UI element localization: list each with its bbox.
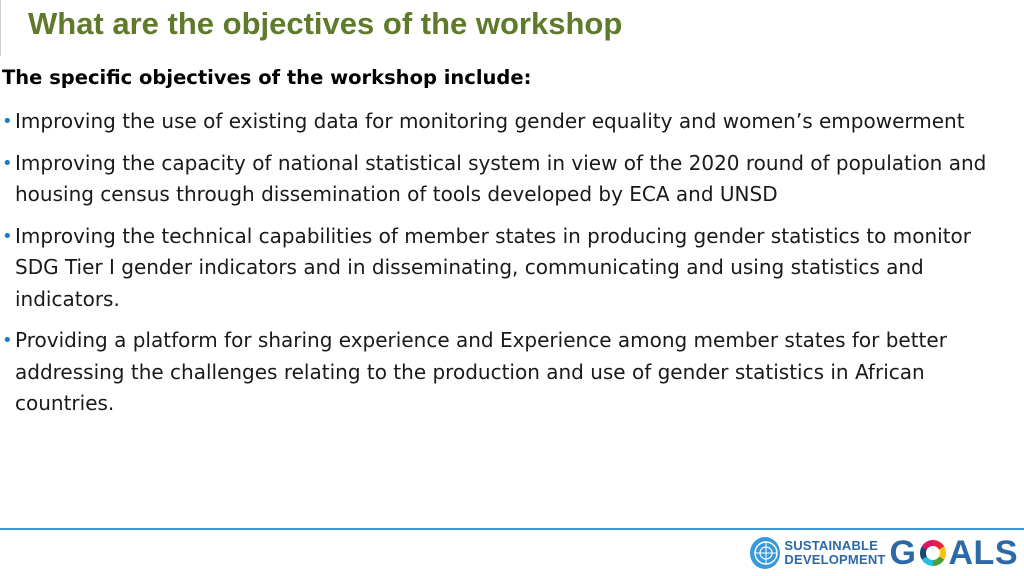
logo-wordmark <box>784 539 885 567</box>
title-divider <box>0 0 1 56</box>
bullet-icon: • <box>2 152 13 174</box>
bullet-text: Improving the use of existing data for monitoring gender equality and women’s empowerment <box>15 109 965 133</box>
objectives-intro: The specific objectives of the workshop include: <box>2 66 532 89</box>
logo-goals-suffix: ALS <box>948 533 1018 572</box>
bullet-icon: • <box>2 330 13 351</box>
list-item <box>2 148 1002 211</box>
bullet-icon: • <box>2 225 13 247</box>
list-item <box>2 221 1002 316</box>
bullet-text: Improving the technical capabilities of member states in producing gender statistics to monitor SDG Tier I gender indicators and in disseminating, communicating and using statistics and indicators. <box>15 223 971 311</box>
list-item <box>2 325 1002 420</box>
sdg-logo <box>750 532 1018 574</box>
bullet-text: Improving the capacity of national statistical system in view of the 2020 round of population and housing census through dissemination of tools developed by ECA and UNSD <box>15 150 987 206</box>
logo-goals-prefix: G <box>889 533 917 572</box>
logo-goals <box>890 534 1018 573</box>
slide-title: What are the objectives of the workshop <box>28 6 623 41</box>
un-emblem-icon <box>750 537 780 569</box>
bullet-icon: • <box>2 111 13 132</box>
bullet-text: Providing a platform for sharing experience and Experience among member states for better addressing the challenges relating to the production and use of gender statistics in African countries. <box>15 328 947 415</box>
list-item <box>2 106 1002 138</box>
objectives-list <box>2 106 1002 430</box>
logo-line-1: SUSTAINABLE <box>784 538 879 553</box>
sdg-wheel-icon <box>918 538 948 568</box>
logo-line-2: DEVELOPMENT <box>784 552 886 567</box>
footer-divider <box>0 528 1024 530</box>
